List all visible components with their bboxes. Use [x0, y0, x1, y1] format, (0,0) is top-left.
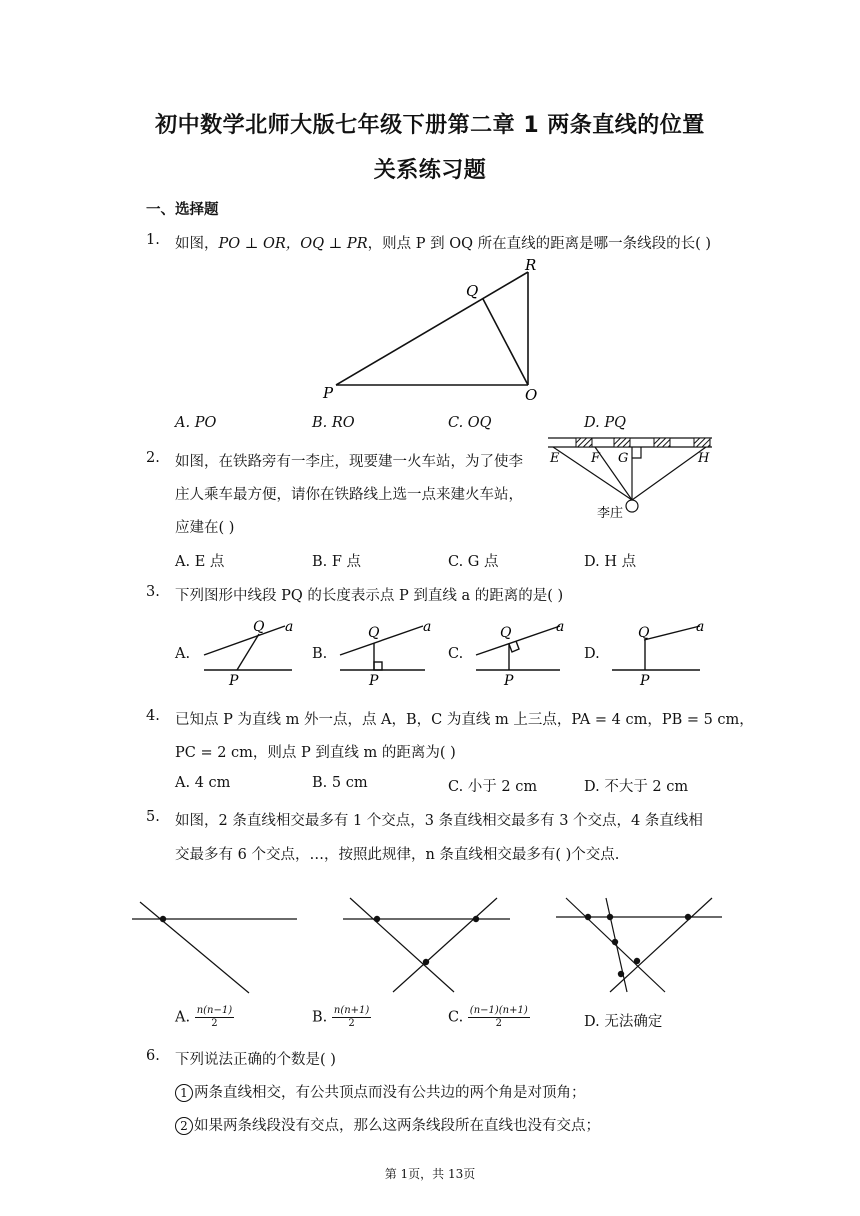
q5-option-b-label: B.	[312, 1009, 328, 1026]
q1-option-b[interactable]: B. RO	[312, 415, 355, 431]
q2-option-a[interactable]: A. E 点	[175, 554, 225, 570]
q2-label-g: G	[618, 451, 629, 466]
q3-number: 3.	[146, 584, 160, 600]
q2-label-f: F	[591, 451, 601, 466]
q5-option-b-den: 2	[348, 1018, 355, 1029]
q2-label-village: 李庄	[597, 506, 624, 521]
q4-number: 4.	[146, 708, 160, 724]
q3c-label-a: a	[556, 619, 565, 635]
q2-option-c[interactable]: C. G 点	[448, 554, 499, 570]
q3b-label-a: a	[423, 619, 432, 635]
q1-label-p: P	[323, 384, 334, 402]
q6-number: 6.	[146, 1048, 160, 1064]
q4-option-d[interactable]: D. 不大于 2 cm	[584, 779, 689, 795]
q3c-label-p: P	[504, 673, 514, 689]
q5-option-c-fraction	[468, 1005, 530, 1030]
q1-text-a: 如图，	[175, 236, 219, 252]
q4-option-b[interactable]: B. 5 cm	[312, 775, 368, 791]
q5-option-c[interactable]	[448, 1005, 530, 1030]
q1-text-b: PO ⊥ OR，OQ ⊥ PR	[218, 236, 368, 252]
q2-label-e: E	[550, 451, 560, 466]
q3-option-c[interactable]: C.	[448, 646, 464, 662]
q3-text: 下列图形中线段 PQ 的长度表示点 P 到直线 a 的距离的是( )	[175, 588, 564, 604]
q2-number: 2.	[146, 450, 160, 466]
q3-option-a[interactable]: A.	[175, 646, 191, 662]
q5-option-d[interactable]: D. 无法确定	[584, 1014, 663, 1030]
q3-option-b[interactable]: B.	[312, 646, 328, 662]
q3d-label-q: Q	[638, 625, 650, 641]
q3a-label-q: Q	[253, 619, 265, 635]
q1-label-r: R	[525, 256, 537, 274]
q5-number: 5.	[146, 809, 160, 825]
q4-line2: PC = 2 cm，则点 P 到直线 m 的距离为( )	[175, 745, 456, 761]
q5-option-a-den: 2	[211, 1018, 218, 1029]
q5-option-c-num: (n−1)(n+1)	[469, 1005, 528, 1016]
q2-option-d[interactable]: D. H 点	[584, 554, 637, 570]
q5-option-a[interactable]	[175, 1005, 234, 1030]
q5-option-a-label: A.	[175, 1009, 191, 1026]
q2-line2: 庄人乘车最方便，请你在铁路线上选一点来建火车站，	[175, 487, 523, 503]
q6-item-1-text: 两条直线相交，有公共顶点而没有公共边的两个角是对顶角；	[194, 1085, 586, 1101]
q1-label-q: Q	[466, 282, 479, 300]
q6-item-2	[175, 1114, 600, 1135]
q2-line1: 如图，在铁路旁有一李庄，现要建一火车站，为了使李	[175, 454, 523, 470]
q3-option-d[interactable]: D.	[584, 646, 600, 662]
q4-option-a[interactable]: A. 4 cm	[175, 775, 231, 791]
q1-option-c[interactable]: C. OQ	[448, 415, 492, 431]
q5-option-c-den: 2	[495, 1018, 502, 1029]
q4-option-c[interactable]: C. 小于 2 cm	[448, 779, 538, 795]
q6-item-1	[175, 1081, 586, 1102]
q2-label-h: H	[698, 451, 710, 466]
q5-line2: 交最多有 6 个交点，…，按照此规律，n 条直线相交最多有( )个交点.	[175, 847, 620, 863]
page-footer: 第 1页，共 13页	[384, 1167, 476, 1181]
q5-option-a-num: n(n−1)	[196, 1005, 233, 1016]
q2-line3: 应建在( )	[175, 520, 235, 536]
q1-option-d[interactable]: D. PQ	[584, 415, 626, 431]
q6-text: 下列说法正确的个数是( )	[175, 1052, 336, 1068]
q5-line1: 如图，2 条直线相交最多有 1 个交点，3 条直线相交最多有 3 个交点，4 条直线相	[175, 813, 703, 829]
q3a-label-p: P	[229, 673, 239, 689]
q3b-label-q: Q	[368, 625, 380, 641]
q3b-label-p: P	[369, 673, 379, 689]
doc-title-line2: 关系练习题	[373, 158, 487, 183]
q5-option-b-fraction	[332, 1005, 371, 1030]
q6-item-1-mark: 1	[175, 1084, 193, 1102]
section-heading: 一、选择题	[146, 202, 219, 218]
q1-option-a[interactable]: A. PO	[175, 415, 217, 431]
q1-number: 1.	[146, 232, 160, 248]
q1-text-c: ，则点 P 到 OQ 所在直线的距离是哪一条线段的长( )	[367, 236, 711, 252]
q6-item-2-text: 如果两条线段没有交点，那么这两条线段所在直线也没有交点；	[194, 1118, 600, 1134]
q1-label-o: O	[525, 386, 538, 404]
q5-option-c-label: C.	[448, 1009, 464, 1026]
q3c-label-q: Q	[500, 625, 512, 641]
doc-title-line1: 初中数学北师大版七年级下册第二章 1 两条直线的位置	[155, 113, 705, 138]
q5-option-b-num: n(n+1)	[333, 1005, 370, 1016]
q5-option-a-fraction	[195, 1005, 234, 1030]
q2-option-b[interactable]: B. F 点	[312, 554, 362, 570]
q6-item-2-mark: 2	[175, 1117, 193, 1135]
q3d-label-p: P	[640, 673, 650, 689]
q4-line1: 已知点 P 为直线 m 外一点，点 A，B，C 为直线 m 上三点，PA = 4 cm，PB = 5 cm，	[175, 712, 754, 728]
q3a-label-a: a	[285, 619, 294, 635]
q5-option-b[interactable]	[312, 1005, 371, 1030]
q3d-label-a: a	[696, 619, 705, 635]
